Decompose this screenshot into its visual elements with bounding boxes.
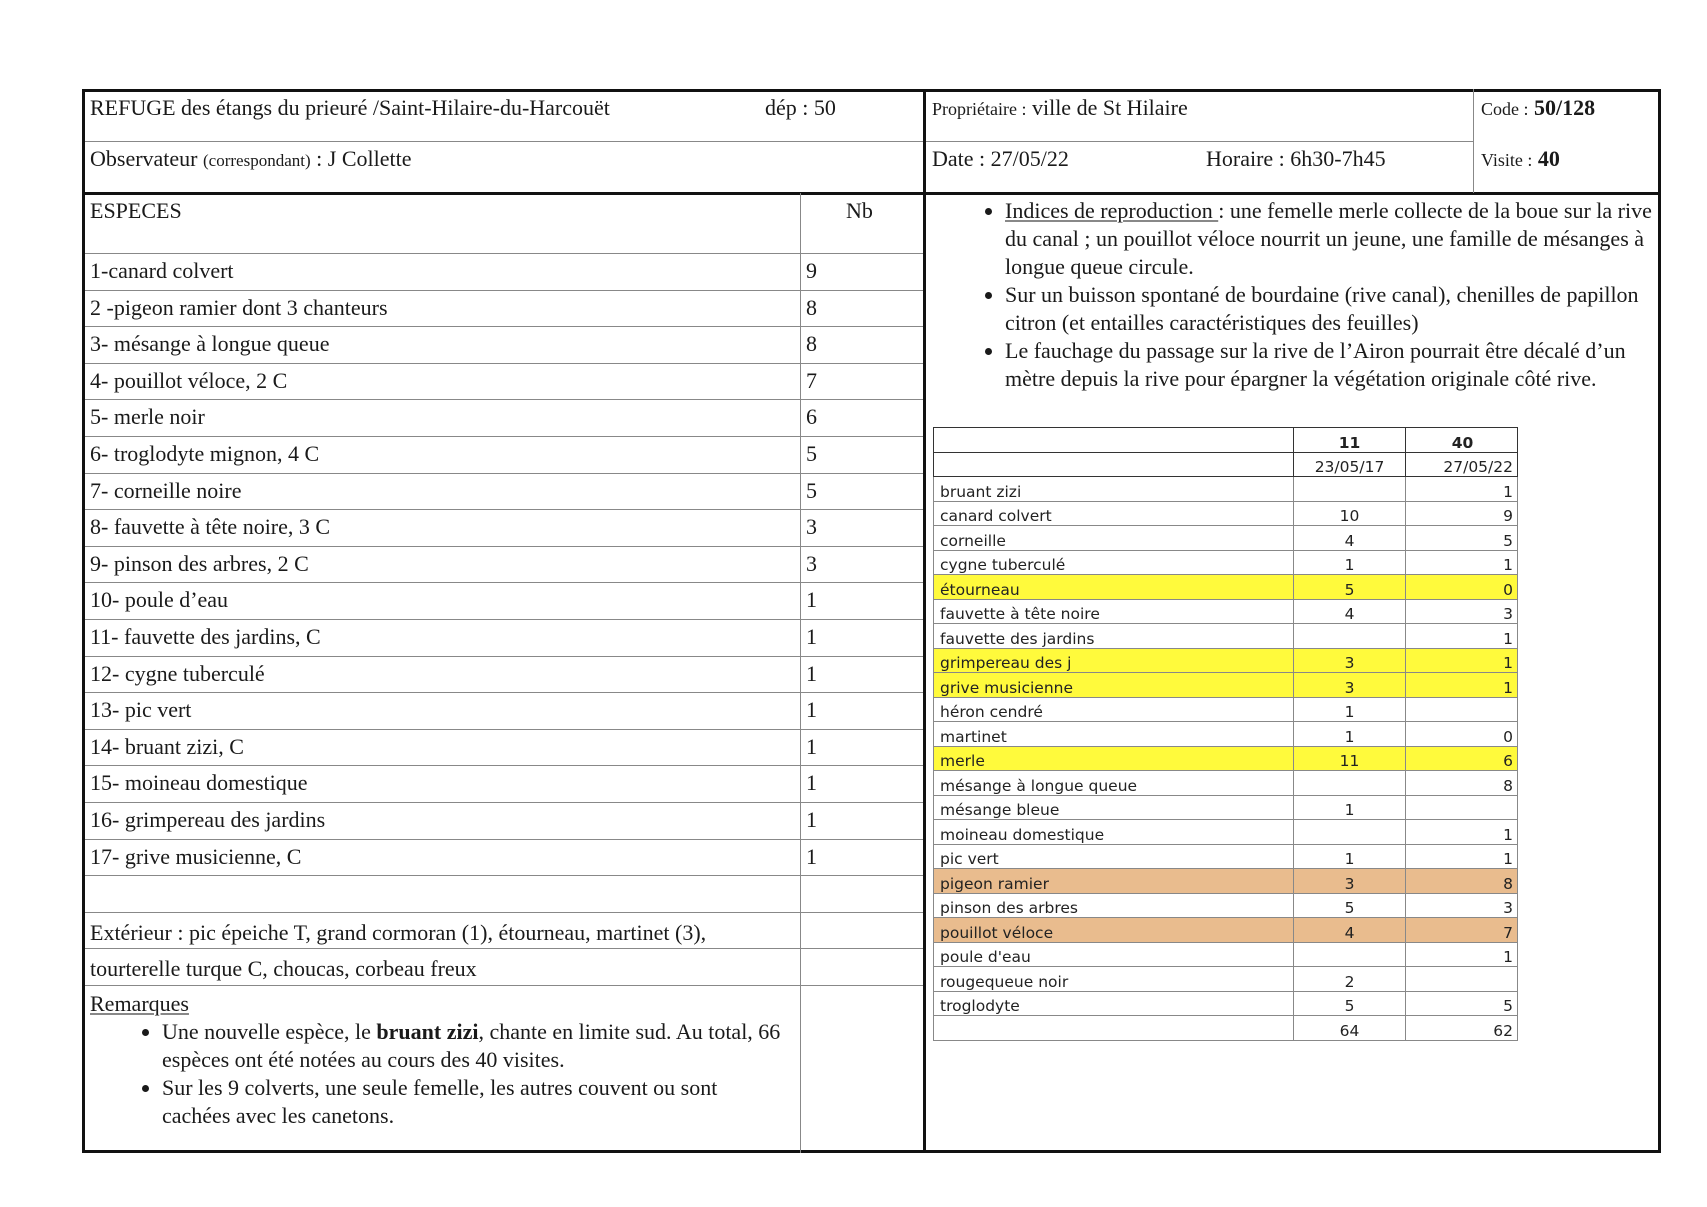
visit-a-count: 10 xyxy=(1294,501,1406,526)
species-count: 1 xyxy=(806,624,817,649)
comparison-table xyxy=(933,427,1518,1041)
note-item xyxy=(1005,197,1660,281)
species-row xyxy=(86,802,924,839)
species-count: 8 xyxy=(806,331,817,357)
visit-a-count: 2 xyxy=(1294,967,1406,992)
species-count: 9 xyxy=(806,258,817,283)
species-name: 14- bruant zizi, C xyxy=(90,733,244,759)
remarque-text: , chante en limite sud. Au total, 66 espèces ont été notées au cours des 40 visites. xyxy=(162,1019,781,1072)
species-count: 1 xyxy=(806,660,817,686)
departement: dép : 50 xyxy=(765,95,836,120)
species-count: 7 xyxy=(806,367,817,393)
visit-b-count: 0 xyxy=(1406,722,1518,747)
species-name: moineau domestique xyxy=(934,820,1294,845)
species-name: 15- moineau domestique xyxy=(90,770,308,796)
species-count: 8 xyxy=(806,294,817,320)
owner-line xyxy=(932,95,1188,122)
species-row xyxy=(86,363,924,400)
species-name: 5- merle noir xyxy=(90,404,205,430)
visit-a-count xyxy=(1294,942,1406,967)
visit-b-count: 7 xyxy=(1406,918,1518,943)
visit-b-count: 3 xyxy=(1406,599,1518,624)
species-name: 4- pouillot véloce, 2 C xyxy=(90,367,288,393)
note-item: • Sur un buisson spontané de bourdaine (rive canal), chenilles de papillon citron (et entailles caractéristiques des feuilles) xyxy=(1005,281,1660,337)
comparison-row xyxy=(934,746,1518,771)
species-name: 11- fauvette des jardins, C xyxy=(90,624,321,649)
species-column-header: ESPECES xyxy=(90,198,182,223)
species-name: pic vert xyxy=(934,844,1294,869)
visit-a-count: 1 xyxy=(1294,697,1406,722)
species-name: pigeon ramier xyxy=(934,869,1294,894)
visit-b-count: 8 xyxy=(1406,869,1518,894)
species-name: 10- poule d’eau xyxy=(90,587,229,613)
comparison-row xyxy=(934,477,1518,502)
totals-label-cell xyxy=(934,1016,1294,1041)
species-row xyxy=(86,692,924,729)
owner-value: ville de St Hilaire xyxy=(1031,95,1188,120)
observer-sublabel: (correspondant) xyxy=(203,151,311,170)
species-row xyxy=(86,326,924,363)
species-name: 16- grimpereau des jardins xyxy=(90,807,326,832)
species-count: 5 xyxy=(806,441,817,466)
species-name: 2 -pigeon ramier dont 3 chanteurs xyxy=(90,294,388,320)
nb-column-header: Nb xyxy=(846,198,873,223)
comparison-row xyxy=(934,844,1518,869)
species-name: grive musicienne xyxy=(934,673,1294,698)
visit-b-count: 5 xyxy=(1406,526,1518,551)
visit-a-count: 3 xyxy=(1294,673,1406,698)
visit-a-number: 11 xyxy=(1294,428,1406,453)
code-label: Code : xyxy=(1481,99,1529,119)
note-item: • Le fauchage du passage sur la rive de l’Airon pourrait être décalé d’un mètre depuis la rive pour épargner la végétation originale côté rive. xyxy=(1005,337,1660,393)
remarque-item: • Sur les 9 colverts, une seule femelle, les autres couvent ou sont cachées avec les canetons. xyxy=(162,1074,790,1130)
comparison-row xyxy=(934,526,1518,551)
visit-b-count xyxy=(1406,697,1518,722)
comparison-row xyxy=(934,771,1518,796)
empty-header-cell xyxy=(934,428,1294,453)
visit-b-count: 9 xyxy=(1406,501,1518,526)
visit-a-count: 5 xyxy=(1294,893,1406,918)
visit-b-number: 40 xyxy=(1406,428,1518,453)
date: Date : 27/05/22 xyxy=(932,146,1069,171)
species-name: fauvette des jardins xyxy=(934,624,1294,649)
species-row xyxy=(86,729,924,766)
comparison-row xyxy=(934,599,1518,624)
notes-section xyxy=(960,197,1660,393)
species-row xyxy=(86,473,924,510)
visit-b-count: 8 xyxy=(1406,771,1518,796)
remarque-bold-species: bruant zizi xyxy=(376,1019,479,1044)
header-divider-left xyxy=(85,141,923,142)
species-name: 9- pinson des arbres, 2 C xyxy=(90,550,309,576)
header-bottom-rule xyxy=(82,192,1661,195)
visit-b-count: 0 xyxy=(1406,575,1518,600)
species-name: 7- corneille noire xyxy=(90,477,242,503)
visite-value: 40 xyxy=(1537,146,1560,171)
species-row xyxy=(86,436,924,473)
visit-b-count xyxy=(1406,795,1518,820)
visit-a-count: 3 xyxy=(1294,869,1406,894)
comparison-row xyxy=(934,795,1518,820)
species-name: 6- troglodyte mignon, 4 C xyxy=(90,441,320,466)
visit-a-count xyxy=(1294,771,1406,796)
visit-b-count xyxy=(1406,967,1518,992)
comparison-row xyxy=(934,918,1518,943)
species-row xyxy=(86,765,924,802)
row-divider xyxy=(85,985,923,986)
visit-a-count: 1 xyxy=(1294,795,1406,820)
species-name: 3- mésange à longue queue xyxy=(90,331,330,357)
observer-label: Observateur xyxy=(90,146,198,171)
visit-b-count: 1 xyxy=(1406,477,1518,502)
visit-number-row xyxy=(934,428,1518,453)
note-text: : une femelle merle collecte de la boue sur la rive du canal ; un pouillot véloce nourrit un jeune, une famille de mésanges à longue queue circule. xyxy=(1005,198,1652,279)
visit-b-count: 3 xyxy=(1406,893,1518,918)
species-name: étourneau xyxy=(934,575,1294,600)
comparison-row xyxy=(934,697,1518,722)
visit-a-count xyxy=(1294,624,1406,649)
species-row xyxy=(86,399,924,436)
visit-b-count: 1 xyxy=(1406,942,1518,967)
species-count: 3 xyxy=(806,514,817,540)
species-row xyxy=(86,290,924,327)
species-name: 12- cygne tuberculé xyxy=(90,660,265,686)
species-name: rougequeue noir xyxy=(934,967,1294,992)
comparison-row xyxy=(934,722,1518,747)
exterieur-line-1: Extérieur : pic épeiche T, grand cormoran (1), étourneau, martinet (3), xyxy=(90,920,707,945)
visite-line xyxy=(1481,146,1560,173)
species-count: 1 xyxy=(806,843,817,869)
species-count: 3 xyxy=(806,550,817,576)
note-heading: Indices de reproduction xyxy=(1005,198,1219,223)
visit-b-count: 1 xyxy=(1406,550,1518,575)
exterieur-line-2: tourterelle turque C, choucas, corbeau freux xyxy=(90,956,477,981)
comparison-row xyxy=(934,893,1518,918)
visit-a-count xyxy=(1294,820,1406,845)
species-count: 1 xyxy=(806,807,817,832)
species-name: poule d'eau xyxy=(934,942,1294,967)
visit-a-count: 1 xyxy=(1294,722,1406,747)
visit-date-row xyxy=(934,452,1518,477)
visit-b-count: 1 xyxy=(1406,624,1518,649)
visite-label: Visite : xyxy=(1481,150,1533,170)
comparison-row xyxy=(934,967,1518,992)
visit-a-date: 23/05/17 xyxy=(1294,452,1406,477)
species-row xyxy=(86,509,924,546)
species-count: 1 xyxy=(806,770,817,796)
comparison-row xyxy=(934,648,1518,673)
row-divider xyxy=(85,948,923,949)
species-count: 1 xyxy=(806,587,817,613)
comparison-row xyxy=(934,991,1518,1016)
visit-b-count: 6 xyxy=(1406,746,1518,771)
visit-a-total: 64 xyxy=(1294,1016,1406,1041)
species-name: pinson des arbres xyxy=(934,893,1294,918)
header-divider-right xyxy=(926,141,1473,142)
visit-a-count: 1 xyxy=(1294,844,1406,869)
row-divider xyxy=(85,875,923,876)
comparison-row xyxy=(934,869,1518,894)
species-name: héron cendré xyxy=(934,697,1294,722)
code-line xyxy=(1481,95,1595,122)
visit-a-count: 5 xyxy=(1294,575,1406,600)
comparison-row xyxy=(934,624,1518,649)
species-name: mésange à longue queue xyxy=(934,771,1294,796)
species-row xyxy=(86,253,924,290)
notes-list xyxy=(960,197,1660,393)
visit-a-count: 5 xyxy=(1294,991,1406,1016)
comparison-row xyxy=(934,942,1518,967)
species-name: 13- pic vert xyxy=(90,697,192,723)
visit-a-count: 11 xyxy=(1294,746,1406,771)
species-count: 1 xyxy=(806,733,817,759)
species-name: cygne tuberculé xyxy=(934,550,1294,575)
species-row xyxy=(86,619,924,656)
species-name: canard colvert xyxy=(934,501,1294,526)
species-row xyxy=(86,656,924,693)
remarques-section xyxy=(90,990,790,1130)
totals-row xyxy=(934,1016,1518,1041)
comparison-row xyxy=(934,550,1518,575)
species-name: fauvette à tête noire xyxy=(934,599,1294,624)
species-name: 17- grive musicienne, C xyxy=(90,843,302,869)
code-column-divider xyxy=(1473,89,1474,193)
code-value: 50/128 xyxy=(1534,95,1596,120)
visit-a-count: 4 xyxy=(1294,599,1406,624)
visit-b-count: 1 xyxy=(1406,844,1518,869)
visit-a-count: 4 xyxy=(1294,526,1406,551)
visit-b-count: 5 xyxy=(1406,991,1518,1016)
visit-a-count: 1 xyxy=(1294,550,1406,575)
horaire: Horaire : 6h30-7h45 xyxy=(1206,146,1386,171)
species-count: 5 xyxy=(806,477,817,503)
species-count: 1 xyxy=(806,697,817,723)
observer-line xyxy=(90,146,411,174)
species-name: troglodyte xyxy=(934,991,1294,1016)
refuge-title: REFUGE des étangs du prieuré /Saint-Hilaire-du-Harcouët xyxy=(90,95,610,120)
species-name: mésange bleue xyxy=(934,795,1294,820)
comparison-row xyxy=(934,673,1518,698)
observer-value: : J Collette xyxy=(316,146,412,171)
comparison-row xyxy=(934,501,1518,526)
visit-b-date: 27/05/22 xyxy=(1406,452,1518,477)
visit-b-count: 1 xyxy=(1406,648,1518,673)
visit-b-total: 62 xyxy=(1406,1016,1518,1041)
species-count: 6 xyxy=(806,404,817,430)
visit-b-count: 1 xyxy=(1406,673,1518,698)
species-name: bruant zizi xyxy=(934,477,1294,502)
visit-a-count: 3 xyxy=(1294,648,1406,673)
owner-label: Propriétaire : xyxy=(932,99,1027,119)
species-name: 8- fauvette à tête noire, 3 C xyxy=(90,514,331,540)
visit-a-count: 4 xyxy=(1294,918,1406,943)
row-divider xyxy=(85,912,923,913)
species-name: corneille xyxy=(934,526,1294,551)
species-row xyxy=(86,546,924,583)
species-row xyxy=(86,839,924,876)
visit-b-count: 1 xyxy=(1406,820,1518,845)
remarque-item xyxy=(162,1018,790,1074)
species-name: grimpereau des j xyxy=(934,648,1294,673)
species-name: pouillot véloce xyxy=(934,918,1294,943)
species-name: 1-canard colvert xyxy=(90,258,234,283)
species-name: merle xyxy=(934,746,1294,771)
remarques-title: Remarques xyxy=(90,991,189,1016)
remarques-list xyxy=(90,1018,790,1130)
comparison-row xyxy=(934,575,1518,600)
remarque-text: Une nouvelle espèce, le xyxy=(162,1019,377,1044)
empty-header-cell xyxy=(934,452,1294,477)
species-name: martinet xyxy=(934,722,1294,747)
visit-a-count xyxy=(1294,477,1406,502)
species-row xyxy=(86,582,924,619)
comparison-row xyxy=(934,820,1518,845)
